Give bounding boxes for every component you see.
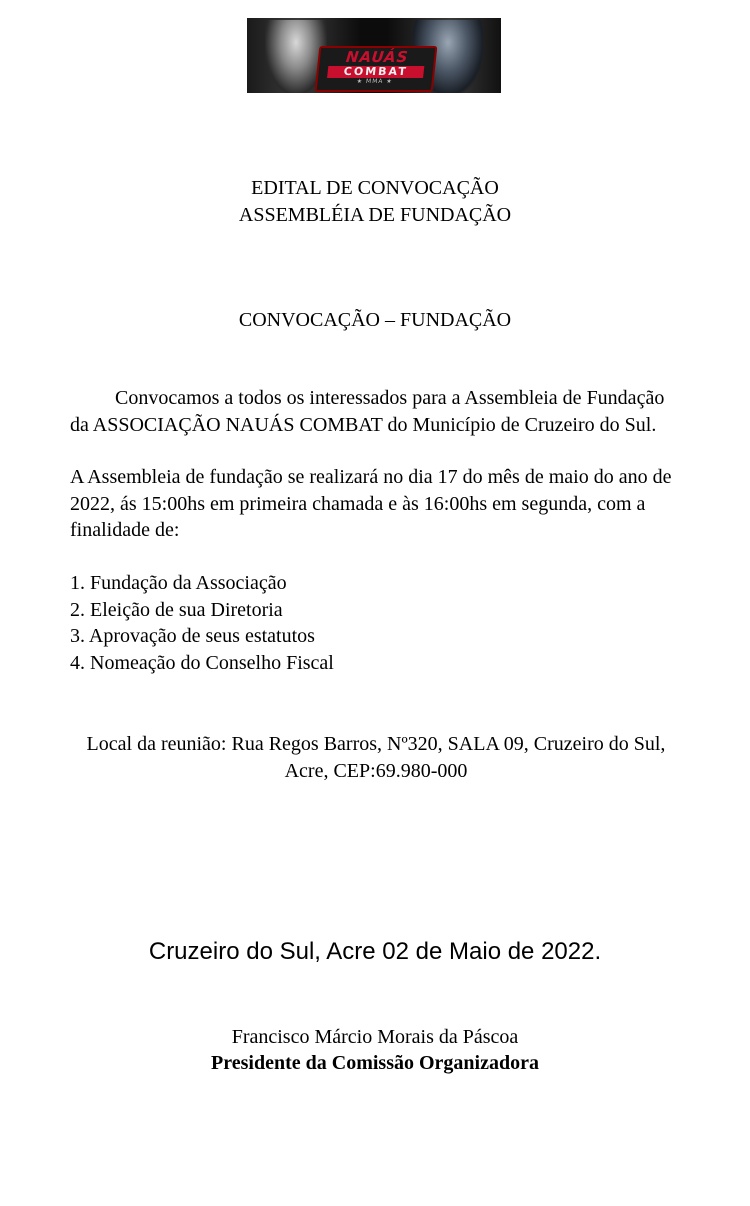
convocation-paragraph: Convocamos a todos os interessados para a Assembleia de Fundação da ASSOCIAÇÃO NAUÁS COMBAT do Município de Cruzeiro do Sul. [70,387,665,436]
edital-title: EDITAL DE CONVOCAÇÃO [251,177,499,199]
nauas-combat-logo [247,18,501,93]
section-heading: CONVOCAÇÃO – FUNDAÇÃO [238,309,512,331]
agenda-list [70,570,682,676]
agenda-item: 1. Fundação da Associação [70,572,287,594]
logo-text-nauas: NAUÁS [345,48,410,66]
meeting-place: Local da reunião: Rua Regos Barros, Nº320, SALA 09, Cruzeiro do Sul, Acre, CEP:69.980-000 [86,733,666,782]
signer-role: Presidente da Comissão Organizadora [211,1052,539,1074]
agenda-item: 2. Eleição de sua Diretoria [70,598,283,621]
logo-text-combat: COMBAT [327,66,424,78]
agenda-item: 3. Aprovação de seus estatutos [70,625,315,647]
edital-subtitle: ASSEMBLÉIA DE FUNDAÇÃO [238,204,512,226]
date-line: Cruzeiro do Sul, Acre 02 de Maio de 2022. [148,938,602,965]
agenda-item: 4. Nomeação do Conselho Fiscal [70,651,334,674]
assembly-details-paragraph: A Assembleia de fundação se realizará no dia 17 do mês de maio do ano de 2022, ás 15:00hs em primeira chamada e às 16:00hs em segunda, com a finalidade de: [70,466,672,541]
logo-text-mma: ★ MMA ★ [356,78,394,85]
logo-badge [315,46,438,92]
signer-name: Francisco Márcio Morais da Páscoa [231,1026,519,1048]
